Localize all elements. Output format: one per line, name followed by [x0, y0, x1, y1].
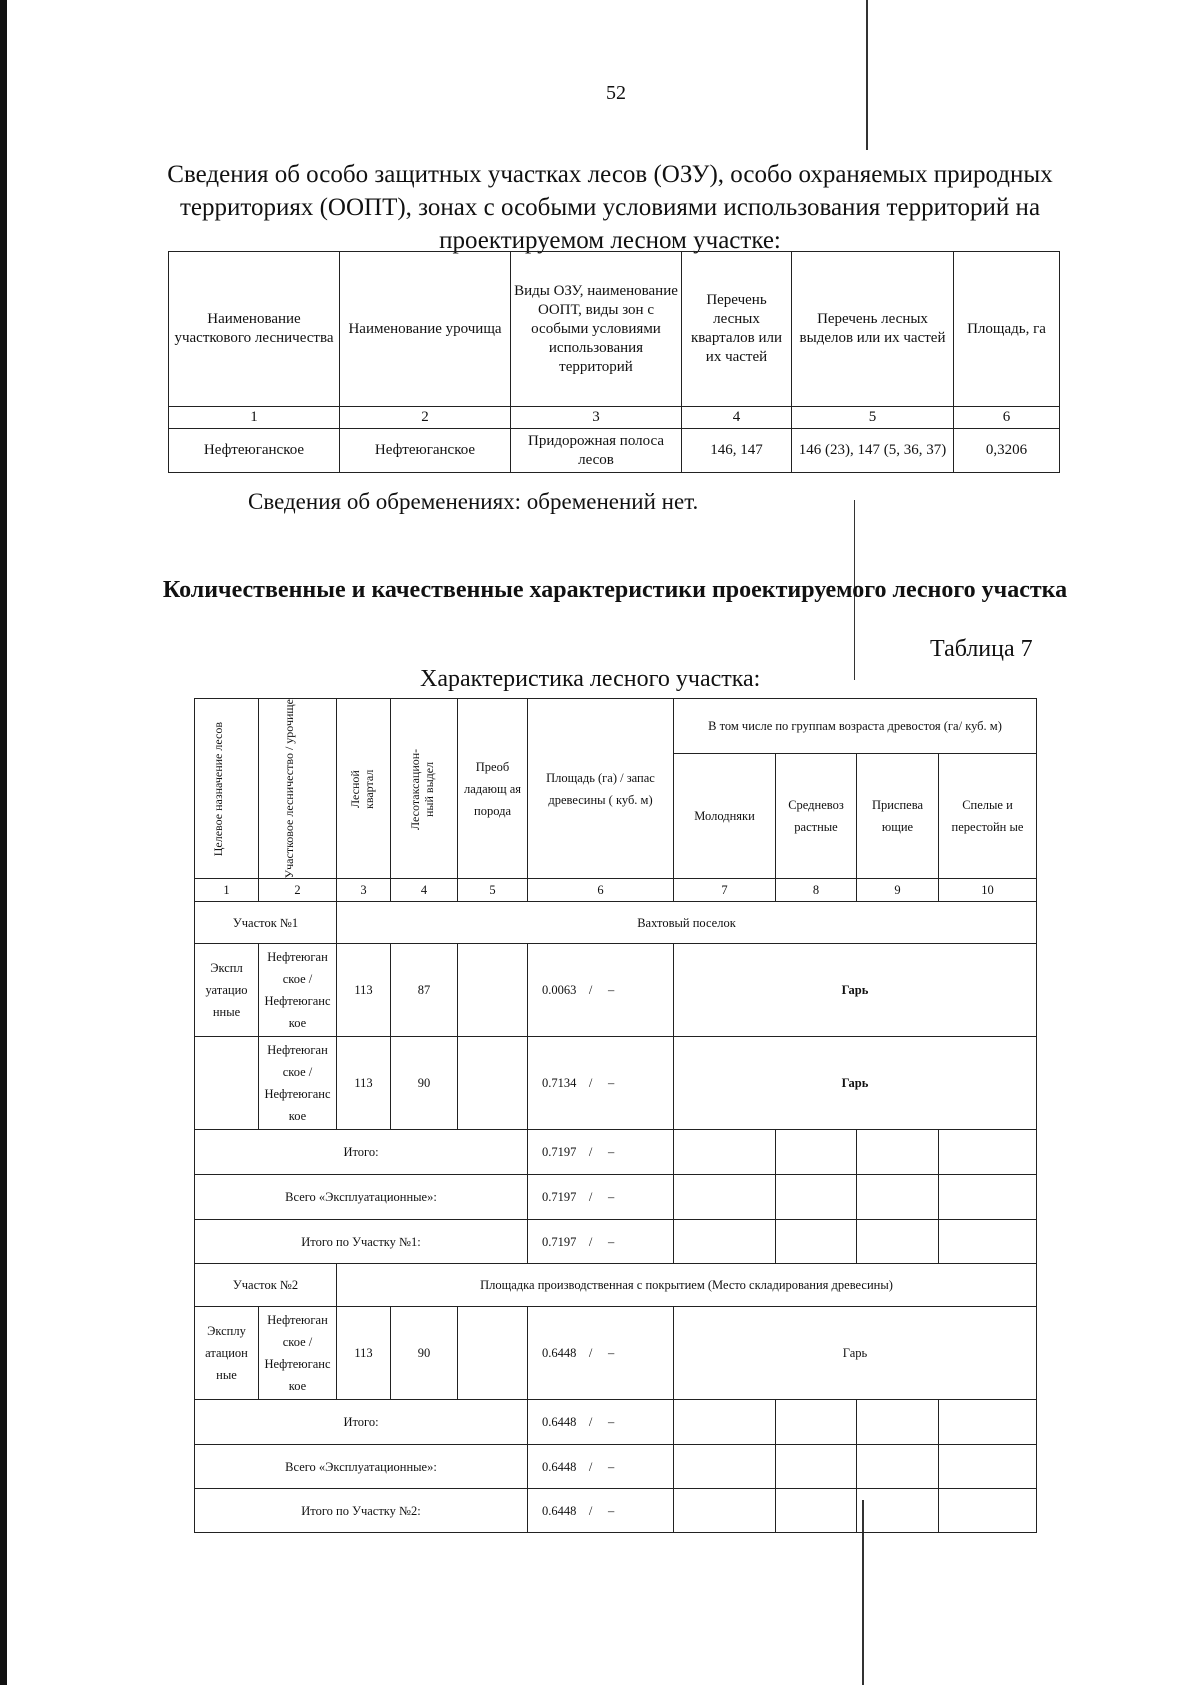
total-label: Итого: [195, 1400, 528, 1445]
volume-value: – [607, 983, 615, 998]
separator: / [588, 983, 593, 998]
species-cell [458, 1307, 528, 1400]
ozu-cell: Придорожная полоса лесов [511, 429, 682, 473]
empty-cell [857, 1489, 939, 1533]
char-col-number: 4 [391, 879, 458, 902]
separator: / [588, 1234, 593, 1249]
table-caption: Характеристика лесного участка: [420, 666, 761, 692]
area-volume-cell [528, 1220, 674, 1264]
char-number-row [195, 879, 1037, 902]
empty-cell [939, 1445, 1037, 1489]
volume-value: – [607, 1415, 615, 1430]
char-col-number: 5 [458, 879, 528, 902]
char-header-text: Целевое назначение лесов [210, 721, 225, 856]
total-row [195, 1400, 1037, 1445]
empty-cell [776, 1175, 857, 1220]
quarter-cell: 113 [337, 944, 391, 1037]
empty-cell [939, 1220, 1037, 1264]
empty-cell [674, 1489, 776, 1533]
separator: / [588, 1076, 593, 1091]
total-label: Всего «Эксплуатационные»: [195, 1445, 528, 1489]
scan-left-edge [0, 0, 7, 1685]
total-row [195, 1489, 1037, 1533]
area-value: 0.6448 [542, 1346, 577, 1361]
forestry-cell: Нефтеюган ское / Нефтеюганс кое [259, 944, 337, 1037]
char-header-cell: Спелые и перестойн ые [939, 753, 1037, 879]
total-label: Итого по Участку №1: [195, 1220, 528, 1264]
char-header-group: В том числе по группам возраста древостоя (га/ куб. м) [674, 699, 1037, 754]
empty-cell [857, 1400, 939, 1445]
ozu-header-cell: Перечень лесных кварталов или их частей [682, 252, 792, 407]
char-header-cell: Площадь (га) / запас древесины ( куб. м) [528, 699, 674, 879]
separator: / [588, 1503, 593, 1518]
ozu-header-cell: Наименование урочища [340, 252, 511, 407]
plot-description: Вахтовый поселок [337, 902, 1037, 944]
forestry-cell: Нефтеюган ское / Нефтеюганс кое [259, 1307, 337, 1400]
table-row [195, 1037, 1037, 1130]
vydel-cell: 90 [391, 1307, 458, 1400]
char-col-number: 2 [259, 879, 337, 902]
volume-value: – [607, 1346, 615, 1361]
ozu-header-cell: Наименование участкового лесничества [169, 252, 340, 407]
area-value: 0.6448 [542, 1415, 577, 1430]
char-header-cell [195, 699, 259, 879]
ozu-cell: 146 (23), 147 (5, 36, 37) [792, 429, 954, 473]
purpose-cell: Экспл уатацио нные [195, 944, 259, 1037]
table-row [195, 944, 1037, 1037]
separator: / [588, 1190, 593, 1205]
forestry-cell: Нефтеюган ское / Нефтеюганс кое [259, 1037, 337, 1130]
ozu-col-number: 3 [511, 407, 682, 429]
total-label: Всего «Эксплуатационные»: [195, 1175, 528, 1220]
encumbrance-note: Сведения об обременениях: обременений нет. [248, 489, 699, 514]
area-value: 0.7197 [542, 1234, 577, 1249]
empty-cell [857, 1130, 939, 1175]
empty-cell [857, 1445, 939, 1489]
total-label: Итого по Участку №2: [195, 1489, 528, 1533]
age-group-cell: Гарь [674, 1307, 1037, 1400]
volume-value: – [607, 1459, 615, 1474]
ozu-data-row [169, 429, 1060, 473]
empty-cell [674, 1400, 776, 1445]
ozu-header-cell: Перечень лесных выделов или их частей [792, 252, 954, 407]
ozu-header-row [169, 252, 1060, 407]
total-row [195, 1130, 1037, 1175]
area-value: 0.6448 [542, 1459, 577, 1474]
char-col-number: 6 [528, 879, 674, 902]
ozu-col-number: 1 [169, 407, 340, 429]
total-label: Итого: [195, 1130, 528, 1175]
volume-value: – [607, 1234, 615, 1249]
plot-header-row [195, 902, 1037, 944]
ozu-col-number: 2 [340, 407, 511, 429]
scan-artifact-line [866, 0, 868, 150]
separator: / [588, 1415, 593, 1430]
separator: / [588, 1346, 593, 1361]
empty-cell [674, 1445, 776, 1489]
quarter-cell: 113 [337, 1037, 391, 1130]
empty-cell [674, 1220, 776, 1264]
characteristics-title: Количественные и качественные характеристики проектируемого лесного участка [162, 577, 1068, 603]
area-volume-cell [528, 1400, 674, 1445]
ozu-table [168, 251, 1060, 473]
empty-cell [776, 1489, 857, 1533]
empty-cell [939, 1489, 1037, 1533]
plot-description: Площадка производственная с покрытием (Место складирования древесины) [337, 1264, 1037, 1307]
char-col-number: 7 [674, 879, 776, 902]
vydel-cell: 87 [391, 944, 458, 1037]
area-volume-cell [528, 1489, 674, 1533]
age-group-cell: Гарь [674, 944, 1037, 1037]
purpose-cell [195, 1037, 259, 1130]
char-header-cell [259, 699, 337, 879]
ozu-col-number: 6 [954, 407, 1060, 429]
ozu-cell: 0,3206 [954, 429, 1060, 473]
area-value: 0.6448 [542, 1503, 577, 1518]
age-group-cell: Гарь [674, 1037, 1037, 1130]
area-volume-cell [528, 1175, 674, 1220]
ozu-number-row [169, 407, 1060, 429]
area-volume-cell [528, 944, 674, 1037]
empty-cell [776, 1220, 857, 1264]
char-col-number: 10 [939, 879, 1037, 902]
total-row [195, 1175, 1037, 1220]
area-value: 0.0063 [542, 983, 577, 998]
char-col-number: 8 [776, 879, 857, 902]
total-row [195, 1220, 1037, 1264]
char-header-cell: Средневоз растные [776, 753, 857, 879]
volume-value: – [607, 1190, 615, 1205]
area-volume-cell [528, 1307, 674, 1400]
table-row [195, 1307, 1037, 1400]
ozu-cell: Нефтеюганское [169, 429, 340, 473]
char-header-cell: Приспева ющие [857, 753, 939, 879]
table-number: Таблица 7 [930, 636, 1033, 662]
empty-cell [857, 1220, 939, 1264]
empty-cell [939, 1400, 1037, 1445]
quarter-cell: 113 [337, 1307, 391, 1400]
empty-cell [857, 1175, 939, 1220]
char-header-cell: Молодняки [674, 753, 776, 879]
empty-cell [674, 1130, 776, 1175]
ozu-section-title: Сведения об особо защитных участках лесов (ОЗУ), особо охраняемых природных территориях (ООПТ), зонах с особыми условиями использования территорий на проектируемом лесном участке: [167, 161, 1053, 254]
empty-cell [939, 1175, 1037, 1220]
char-header-cell [391, 699, 458, 879]
empty-cell [776, 1400, 857, 1445]
char-header-text: Лесотаксацион-ный выдел [408, 748, 436, 830]
ozu-col-number: 4 [682, 407, 792, 429]
ozu-header-cell: Виды ОЗУ, наименование ООПТ, виды зон с особыми условиями использования территорий [511, 252, 682, 407]
plot-label: Участок №1 [195, 902, 337, 944]
separator: / [588, 1145, 593, 1160]
area-volume-cell [528, 1445, 674, 1489]
area-volume-cell [528, 1130, 674, 1175]
char-header-text: Лесной квартал [347, 769, 376, 809]
purpose-cell: Эксплу атацион ные [195, 1307, 259, 1400]
empty-cell [776, 1130, 857, 1175]
page-number: 52 [606, 82, 626, 104]
volume-value: – [607, 1076, 615, 1091]
char-col-number: 1 [195, 879, 259, 902]
char-header-cell: Преоб ладающ ая порода [458, 699, 528, 879]
empty-cell [776, 1445, 857, 1489]
ozu-cell: Нефтеюганское [340, 429, 511, 473]
area-value: 0.7134 [542, 1076, 577, 1091]
volume-value: – [607, 1503, 615, 1518]
ozu-col-number: 5 [792, 407, 954, 429]
empty-cell [674, 1175, 776, 1220]
char-header-cell [337, 699, 391, 879]
char-col-number: 3 [337, 879, 391, 902]
separator: / [588, 1459, 593, 1474]
area-volume-cell [528, 1037, 674, 1130]
species-cell [458, 1037, 528, 1130]
total-row [195, 1445, 1037, 1489]
char-header-text: Участковое лесничество / урочище [281, 699, 296, 879]
area-value: 0.7197 [542, 1190, 577, 1205]
plot-label: Участок №2 [195, 1264, 337, 1307]
area-value: 0.7197 [542, 1145, 577, 1160]
char-col-number: 9 [857, 879, 939, 902]
volume-value: – [607, 1145, 615, 1160]
species-cell [458, 944, 528, 1037]
characteristics-table [194, 698, 1037, 1533]
vydel-cell: 90 [391, 1037, 458, 1130]
char-header-row [195, 699, 1037, 754]
empty-cell [939, 1130, 1037, 1175]
ozu-header-cell: Площадь, га [954, 252, 1060, 407]
plot-header-row [195, 1264, 1037, 1307]
ozu-cell: 146, 147 [682, 429, 792, 473]
